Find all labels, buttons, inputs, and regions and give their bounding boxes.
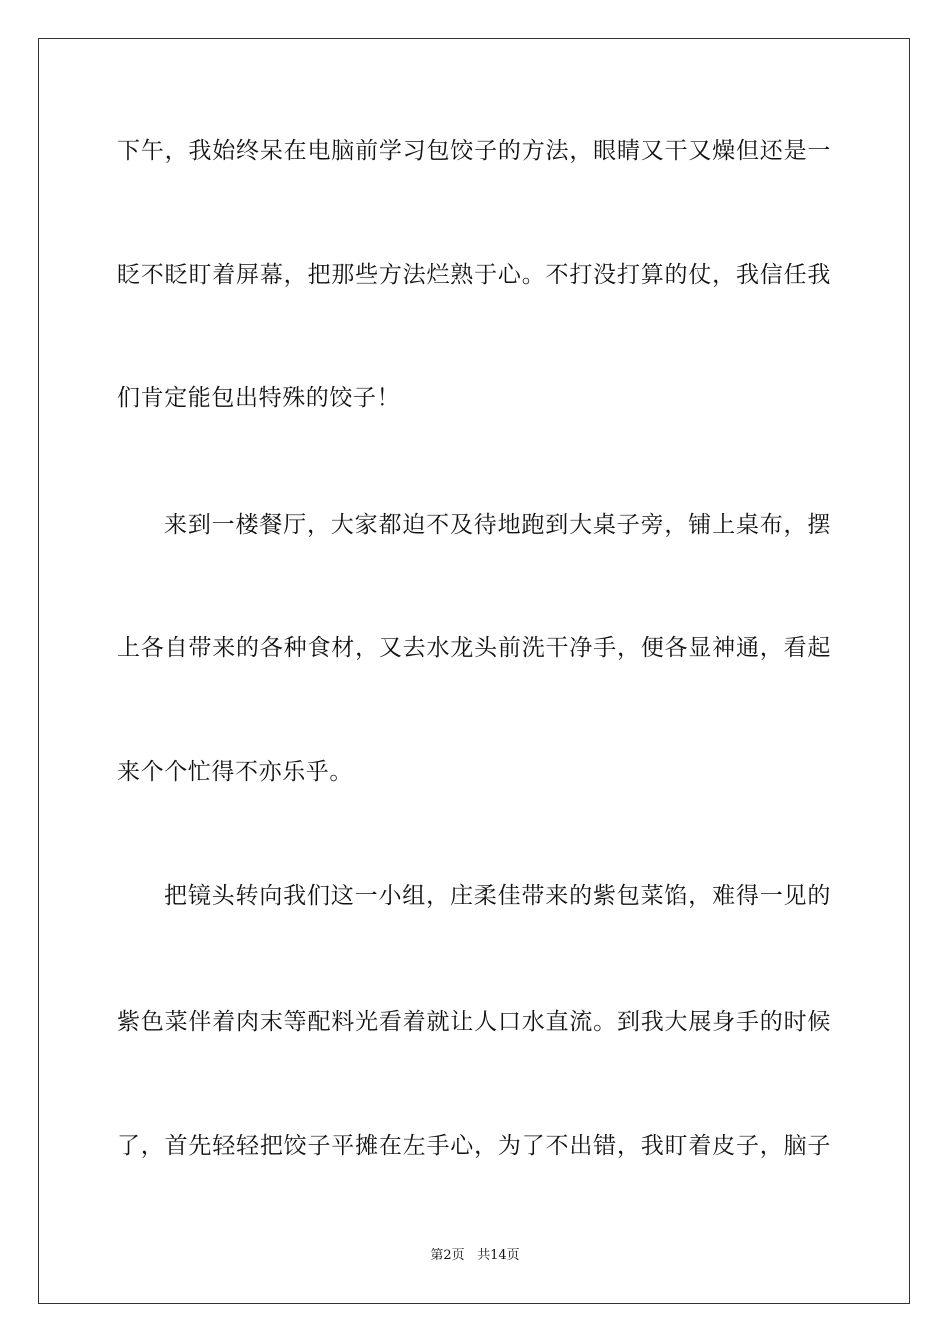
paragraph-2-line-2: 上各自带来的各种食材，又去水龙头前洗干净手，便各显神通，看起	[117, 635, 831, 661]
page-footer	[0, 1248, 950, 1264]
paragraph-3-line-1: 把镜头转向我们这一小组，庄柔佳带来的紫包菜馅，难得一见的	[164, 883, 831, 909]
paragraph-2-line-3: 来个个忙得不亦乐乎。	[117, 759, 353, 785]
paragraph-3-line-2: 紫色菜伴着肉末等配料光看着就让人口水直流。到我大展身手的时候	[117, 1009, 831, 1035]
page-total: 共14页	[477, 1248, 520, 1263]
paragraph-1-line-1: 下午，我始终呆在电脑前学习包饺子的方法，眼睛又干又燥但还是一	[117, 138, 831, 164]
paragraph-2-line-1: 来到一楼餐厅，大家都迫不及待地跑到大桌子旁，铺上桌布，摆	[164, 512, 831, 538]
page-number: 第2页	[430, 1248, 465, 1263]
paragraph-1-line-3: 们肯定能包出特殊的饺子！	[117, 385, 401, 411]
paragraph-1-line-2: 眨不眨盯着屏幕，把那些方法烂熟于心。不打没打算的仗，我信任我	[117, 262, 831, 288]
paragraph-3-line-3: 了，首先轻轻把饺子平摊在左手心，为了不出错，我盯着皮子，脑子	[117, 1133, 831, 1159]
page-border	[38, 38, 910, 1304]
